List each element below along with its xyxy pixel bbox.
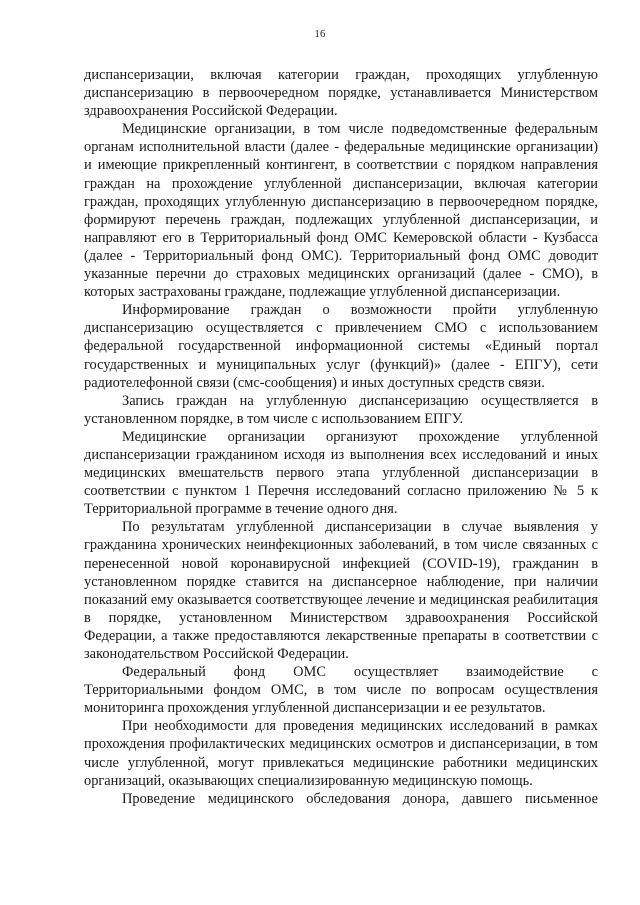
paragraph: Запись граждан на углубленную диспансеризацию осуществляется в установленном порядке, в том числе с использованием ЕПГУ. <box>84 392 598 427</box>
paragraph: По результатам углубленной диспансеризации в случае выявления у гражданина хронических неинфекционных заболеваний, в том числе связанных с перенесенной новой коронавирусной инфекцией (COVID-19), гражданин в установленном порядке ставится на диспансерное наблюдение, при наличии показаний ему оказывается соответствующее лечение и медицинская реабилитация в порядке, установленном Министерством здравоохранения Российской Федерации, а также предоставляются лекарственные препараты в соответствии с законодательством Российской Федерации. <box>84 519 598 662</box>
paragraph: Медицинские организации, в том числе подведомственные федеральным органам исполнительной власти (далее - федеральные медицинские организации) и имеющие прикрепленный контингент, в соответствии с порядком направления граждан на прохождение углубленной диспансеризации, включая категории граждан, проходящих углубленную диспансеризацию в первоочередном порядке, формируют перечень граждан, подлежащих углубленной диспансеризации, и направляют его в Территориальный фонд ОМС Кемеровской области - Кузбасса (далее - Территориальный фонд ОМС). Территориальный фонд ОМС доводит указанные перечни до страховых медицинских организаций (далее - СМО), в которых застрахованы граждане, подлежащие углубленной диспансеризации. <box>84 121 598 301</box>
paragraph: При необходимости для проведения медицинских исследований в рамках прохождения профилактических медицинских осмотров и диспансеризации, в том числе углубленной, могут привлекаться медицинские работники медицинских организаций, оказывающих специализированную медицинскую помощь. <box>84 718 598 789</box>
paragraph: Медицинские организации организуют прохождение углубленной диспансеризации гражданином исходя из выполнения всех исследований и иных медицинских вмешательств первого этапа углубленной диспансеризации в соответствии с пунктом 1 Перечня исследований согласно приложению № 5 к Территориальной программе в течение одного дня. <box>84 428 598 518</box>
body-text <box>84 66 598 808</box>
paragraph: Федеральный фонд ОМС осуществляет взаимодействие с Территориальными фондом ОМС, в том числе по вопросам осуществления мониторинга прохождения углубленной диспансеризации и ее результатов. <box>84 664 598 717</box>
page-number: 16 <box>314 29 326 40</box>
paragraph: Информирование граждан о возможности пройти углубленную диспансеризацию осуществляется с привлечением СМО с использованием федеральной государственной информационной системы «Единый портал государственных и муниципальных услуг (функций)» (далее - ЕПГУ), сети радиотелефонной связи (смс-сообщения) и иных доступных средств связи. <box>84 302 598 391</box>
paragraph-continuation: диспансеризации, включая категории граждан, проходящих углубленную диспансеризацию в первоочередном порядке, устанавливается Министерством здравоохранения Российской Федерации. <box>84 67 598 120</box>
paragraph-continues: Проведение медицинского обследования донора, давшего письменное <box>122 790 598 807</box>
